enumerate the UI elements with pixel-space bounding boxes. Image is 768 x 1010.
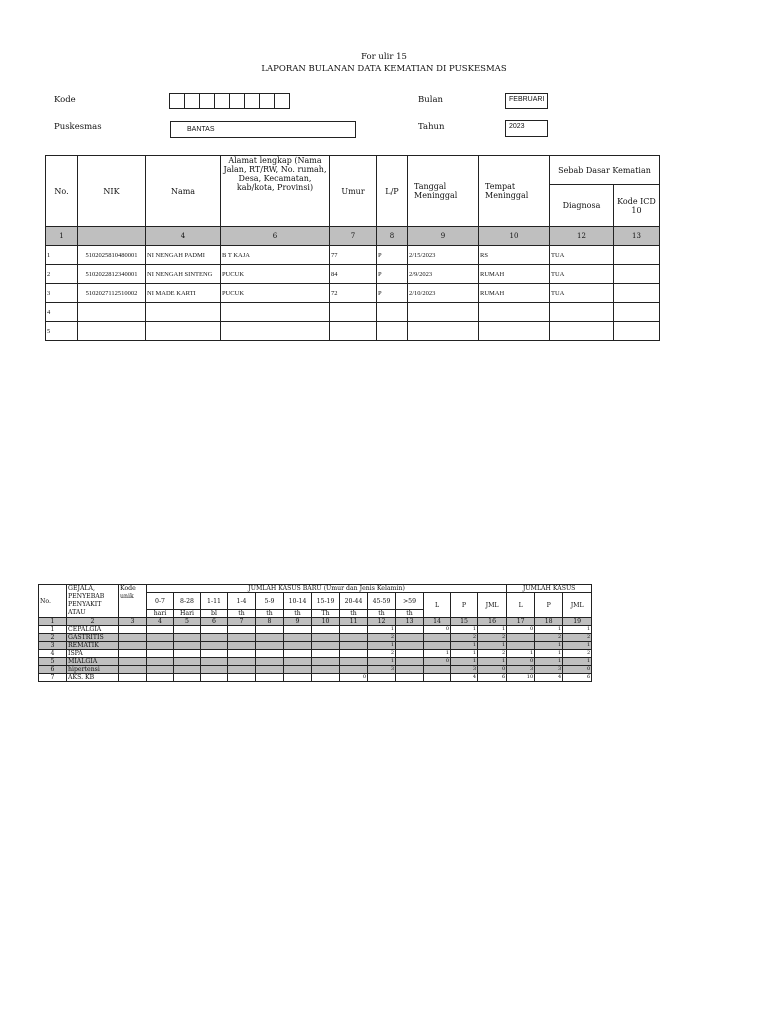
case-colnum: 9 [284,618,312,626]
death-cell-nik: 5102022812340001 [78,265,146,284]
case-row-no: 7 [39,674,67,682]
death-cell-no: 3 [46,284,78,303]
case-cell [174,626,201,634]
case-cell: 0 [424,658,451,666]
case-cell: 6 [563,674,592,682]
tahun-field[interactable]: 2023 [505,120,548,137]
death-cell-no: 4 [46,303,78,322]
case-cell [119,674,147,682]
case-cell [340,666,368,674]
case-cell [340,658,368,666]
death-cell-icd [614,322,660,341]
case-cell [201,642,228,650]
case-cell: 2 [368,650,396,658]
case-colnum: 19 [563,618,592,626]
death-cell-icd [614,246,660,265]
case-cell [119,666,147,674]
case-colnum: 11 [340,618,368,626]
case-cell: 1 [451,626,478,634]
case-cell [424,674,451,682]
case-cell [174,674,201,682]
death-cell-diagnosa: TUA [550,265,614,284]
case-cell [396,666,424,674]
case-cell [256,650,284,658]
case-cell [256,642,284,650]
case-cell [228,634,256,642]
age-group-top: 20-44 [340,593,368,610]
case-cell [119,658,147,666]
case-colnum: 17 [507,618,535,626]
case-cell [256,658,284,666]
age-group-bottom: th [368,610,396,618]
case-cell [174,650,201,658]
death-cell-tanggal: 2/15/2023 [408,246,479,265]
age-group-top: 5-9 [256,593,284,610]
case-cell [340,626,368,634]
case-row-no: 1 [39,626,67,634]
case-cell [147,626,174,634]
case-row-name: MIALGIA [67,658,119,666]
col-tanggal: Tanggal Meninggal [408,156,479,227]
case-cell: 2 [478,650,507,658]
sex-col-l: L [424,593,451,618]
col-diagnosa: Diagnosa [550,185,614,227]
case-cell [312,642,340,650]
age-group-bottom: Th [312,610,340,618]
age-group-bottom: Hari [174,610,201,618]
case-cell [174,634,201,642]
death-cell-umur: 84 [330,265,377,284]
case-cell: 0 [507,626,535,634]
death-cell-tanggal: 2/9/2023 [408,265,479,284]
tahun-label: Tahun [418,122,445,132]
case-cell [119,650,147,658]
case-col-kode: Kode unik [119,585,147,618]
case-cell: 4 [535,674,563,682]
case-colnum: 13 [396,618,424,626]
case-cell [284,666,312,674]
death-cell-icd [614,265,660,284]
sex-col-jml: JML [563,593,592,618]
case-row-name: REMATIK [67,642,119,650]
case-cell [174,642,201,650]
case-cell [256,674,284,682]
death-cell-lp [377,303,408,322]
case-cell: 3 [451,666,478,674]
case-row-no: 6 [39,666,67,674]
case-cell [507,642,535,650]
age-group-bottom: th [228,610,256,618]
case-col-jumlah-baru: JUMLAH KASUS BARU (Umur dan Jenis Kelamin) [147,585,507,593]
death-row [46,322,660,341]
death-cell-lp: P [377,246,408,265]
case-cell [340,634,368,642]
case-cell [340,642,368,650]
case-col-jumlah-kasus: JUMLAH KASUS [507,585,592,593]
case-colnum: 4 [147,618,174,626]
death-cell-icd [614,284,660,303]
case-cell [147,642,174,650]
case-cell: 1 [563,642,592,650]
case-cell [228,626,256,634]
case-cell [201,674,228,682]
case-cell: 1 [451,658,478,666]
case-cell [119,626,147,634]
case-cell [507,634,535,642]
colnum: 1 [46,227,78,246]
case-cell [424,666,451,674]
case-cell [174,666,201,674]
age-group-top: 1-11 [201,593,228,610]
col-alamat: Alamat lengkap (Nama Jalan, RT/RW, No. rumah, Desa, Kecamatan, kab/kota, Provinsi) [221,156,330,227]
case-colnum: 16 [478,618,507,626]
case-cell [147,674,174,682]
age-group-bottom: hari [147,610,174,618]
death-cell-diagnosa [550,322,614,341]
age-group-top: 10-14 [284,593,312,610]
death-cell-nik: 5102025810480001 [78,246,146,265]
case-cell [147,650,174,658]
case-cell [396,674,424,682]
case-cell [256,634,284,642]
death-cell-alamat [221,322,330,341]
case-colnum: 3 [119,618,147,626]
case-cell [228,666,256,674]
age-group-top: 1-4 [228,593,256,610]
col-kode-icd: Kode ICD 10 [614,185,660,227]
case-cell [312,650,340,658]
colnum: 10 [479,227,550,246]
case-cell: 1 [535,650,563,658]
col-nik: NIK [78,156,146,227]
colnum: 12 [550,227,614,246]
case-col-gejala: GEJALA, PENYEBAB PENYAKIT ATAU [67,585,119,618]
case-cell [147,634,174,642]
case-cell: 0 [424,626,451,634]
death-cell-tempat: RUMAH [479,265,550,284]
case-colnum: 6 [201,618,228,626]
death-cell-alamat [221,303,330,322]
col-sebab: Sebab Dasar Kematian [550,156,660,185]
colnum: 4 [146,227,221,246]
case-cell [424,634,451,642]
col-lp: L/P [377,156,408,227]
age-group-top: 15-19 [312,593,340,610]
death-cell-tempat [479,322,550,341]
case-cell: 0 [478,666,507,674]
case-colnum: 7 [228,618,256,626]
case-row [39,642,592,650]
col-no: No. [46,156,78,227]
case-cell [256,666,284,674]
case-cell [284,626,312,634]
case-row-name: CEPALGIA [67,626,119,634]
case-row-name: hipertensi [67,666,119,674]
colnum [78,227,146,246]
sex-col-jml: JML [478,593,507,618]
colnum: 7 [330,227,377,246]
death-cell-nama [146,303,221,322]
age-group-bottom: bl [201,610,228,618]
case-colnum: 12 [368,618,396,626]
col-tempat: Tempat Meninggal [479,156,550,227]
death-cell-nama [146,322,221,341]
case-cell [284,650,312,658]
death-cell-nik [78,322,146,341]
death-cell-no: 1 [46,246,78,265]
case-cell: 2 [368,634,396,642]
case-colnum: 10 [312,618,340,626]
case-row-no: 2 [39,634,67,642]
col-nama: Nama [146,156,221,227]
case-cell: 1 [535,642,563,650]
death-cell-tempat: RUMAH [479,284,550,303]
case-colnum: 8 [256,618,284,626]
case-cell: 1 [368,658,396,666]
case-cell [396,642,424,650]
case-cell: 6 [478,674,507,682]
case-cell: 1 [424,650,451,658]
case-cell: 10 [507,674,535,682]
age-group-top: 8-28 [174,593,201,610]
case-cell [312,634,340,642]
case-cell: 1 [368,626,396,634]
case-cell [312,658,340,666]
case-cell: 1 [563,626,592,634]
age-group-top: 45-59 [368,593,396,610]
case-cell [340,650,368,658]
case-cell [396,658,424,666]
puskesmas-field[interactable]: BANTAS [170,121,356,138]
case-colnum: 14 [424,618,451,626]
case-cell [147,666,174,674]
case-row-name: AKS. KB [67,674,119,682]
death-cell-diagnosa [550,303,614,322]
death-cell-nama: NI NENGAH SINTENG [146,265,221,284]
case-row [39,626,592,634]
death-cell-nik [78,303,146,322]
case-cell: 4 [451,674,478,682]
case-cell: 2 [451,634,478,642]
case-cell: 1 [478,658,507,666]
bulan-label: Bulan [418,95,443,105]
colnum: 8 [377,227,408,246]
case-colnum: 2 [67,618,119,626]
death-cell-nama: NI MADE KARTI [146,284,221,303]
case-cell: 0 [563,666,592,674]
case-cell: 2 [478,634,507,642]
case-row-name: ISPA [67,650,119,658]
age-group-bottom: th [284,610,312,618]
case-cell [119,634,147,642]
death-cell-alamat: B T KAJA [221,246,330,265]
death-cell-lp: P [377,284,408,303]
case-cell [312,666,340,674]
death-cell-nama: NI NENGAH PADMI [146,246,221,265]
case-cell [312,626,340,634]
case-cell [284,674,312,682]
death-row [46,246,660,265]
age-group-bottom: th [340,610,368,618]
death-table [45,155,660,341]
colnum: 9 [408,227,479,246]
case-cell: 1 [535,658,563,666]
colnum: 13 [614,227,660,246]
death-cell-diagnosa: TUA [550,284,614,303]
death-cell-lp: P [377,265,408,284]
age-group-bottom: th [396,610,424,618]
case-cell [174,658,201,666]
death-cell-umur: 72 [330,284,377,303]
case-cell [396,626,424,634]
case-colnum: 18 [535,618,563,626]
case-cell: 2 [535,634,563,642]
death-cell-umur [330,303,377,322]
colnum: 6 [221,227,330,246]
death-cell-tanggal [408,303,479,322]
kode-label: Kode [54,95,76,105]
age-group-top: 0-7 [147,593,174,610]
death-cell-no: 5 [46,322,78,341]
age-group-bottom: th [256,610,284,618]
sex-col-p: P [535,593,563,618]
case-colnum: 5 [174,618,201,626]
case-cell [396,634,424,642]
case-cell: 1 [368,642,396,650]
case-row-no: 5 [39,658,67,666]
case-cell [119,642,147,650]
case-cell [228,674,256,682]
age-group-top: >59 [396,593,424,610]
death-cell-tanggal [408,322,479,341]
case-col-no: No. [39,585,67,618]
death-row [46,265,660,284]
case-cell [228,642,256,650]
case-cell [201,634,228,642]
case-cell [201,650,228,658]
death-cell-no: 2 [46,265,78,284]
death-cell-tanggal: 2/10/2023 [408,284,479,303]
case-cell [368,674,396,682]
case-colnum: 15 [451,618,478,626]
death-cell-nik: 5102027112510002 [78,284,146,303]
death-cell-diagnosa: TUA [550,246,614,265]
death-row [46,303,660,322]
case-cell [228,658,256,666]
case-cell: 1 [563,658,592,666]
death-cell-tempat: RS [479,246,550,265]
case-cell: 0 [507,658,535,666]
case-table [38,584,592,682]
case-cell: 1 [478,642,507,650]
case-row [39,658,592,666]
case-cell: 1 [451,650,478,658]
death-cell-icd [614,303,660,322]
case-cell: 1 [535,626,563,634]
report-title: LAPORAN BULANAN DATA KEMATIAN DI PUSKESMAS [261,64,507,74]
case-cell [228,650,256,658]
case-cell: 2 [563,634,592,642]
case-cell [284,658,312,666]
case-row-no: 4 [39,650,67,658]
case-cell [396,650,424,658]
case-cell: 3 [507,666,535,674]
col-umur: Umur [330,156,377,227]
case-cell: 1 [507,650,535,658]
form-number: For ulir 15 [361,52,407,62]
case-cell [284,634,312,642]
case-cell [201,666,228,674]
kode-cells[interactable] [170,93,290,109]
death-row [46,284,660,303]
case-cell [147,658,174,666]
death-cell-alamat: PUCUK [221,265,330,284]
case-row [39,666,592,674]
case-row-name: GASTRITIS [67,634,119,642]
death-cell-alamat: PUCUK [221,284,330,303]
case-cell: 1 [478,626,507,634]
case-cell: 0 [340,674,368,682]
case-cell [256,626,284,634]
death-cell-tempat [479,303,550,322]
sex-col-l: L [507,593,535,618]
case-cell: 3 [368,666,396,674]
death-cell-lp [377,322,408,341]
case-row [39,674,592,682]
case-cell: 3 [535,666,563,674]
case-cell: 1 [451,642,478,650]
case-cell [201,658,228,666]
case-cell: 2 [563,650,592,658]
death-cell-umur: 77 [330,246,377,265]
case-cell [424,642,451,650]
case-cell [312,674,340,682]
puskesmas-label: Puskesmas [54,122,102,132]
sex-col-p: P [451,593,478,618]
bulan-field[interactable]: FEBRUARI [505,93,548,109]
case-cell [284,642,312,650]
case-row [39,634,592,642]
case-cell [201,626,228,634]
death-cell-umur [330,322,377,341]
case-row-no: 3 [39,642,67,650]
case-row [39,650,592,658]
case-colnum: 1 [39,618,67,626]
